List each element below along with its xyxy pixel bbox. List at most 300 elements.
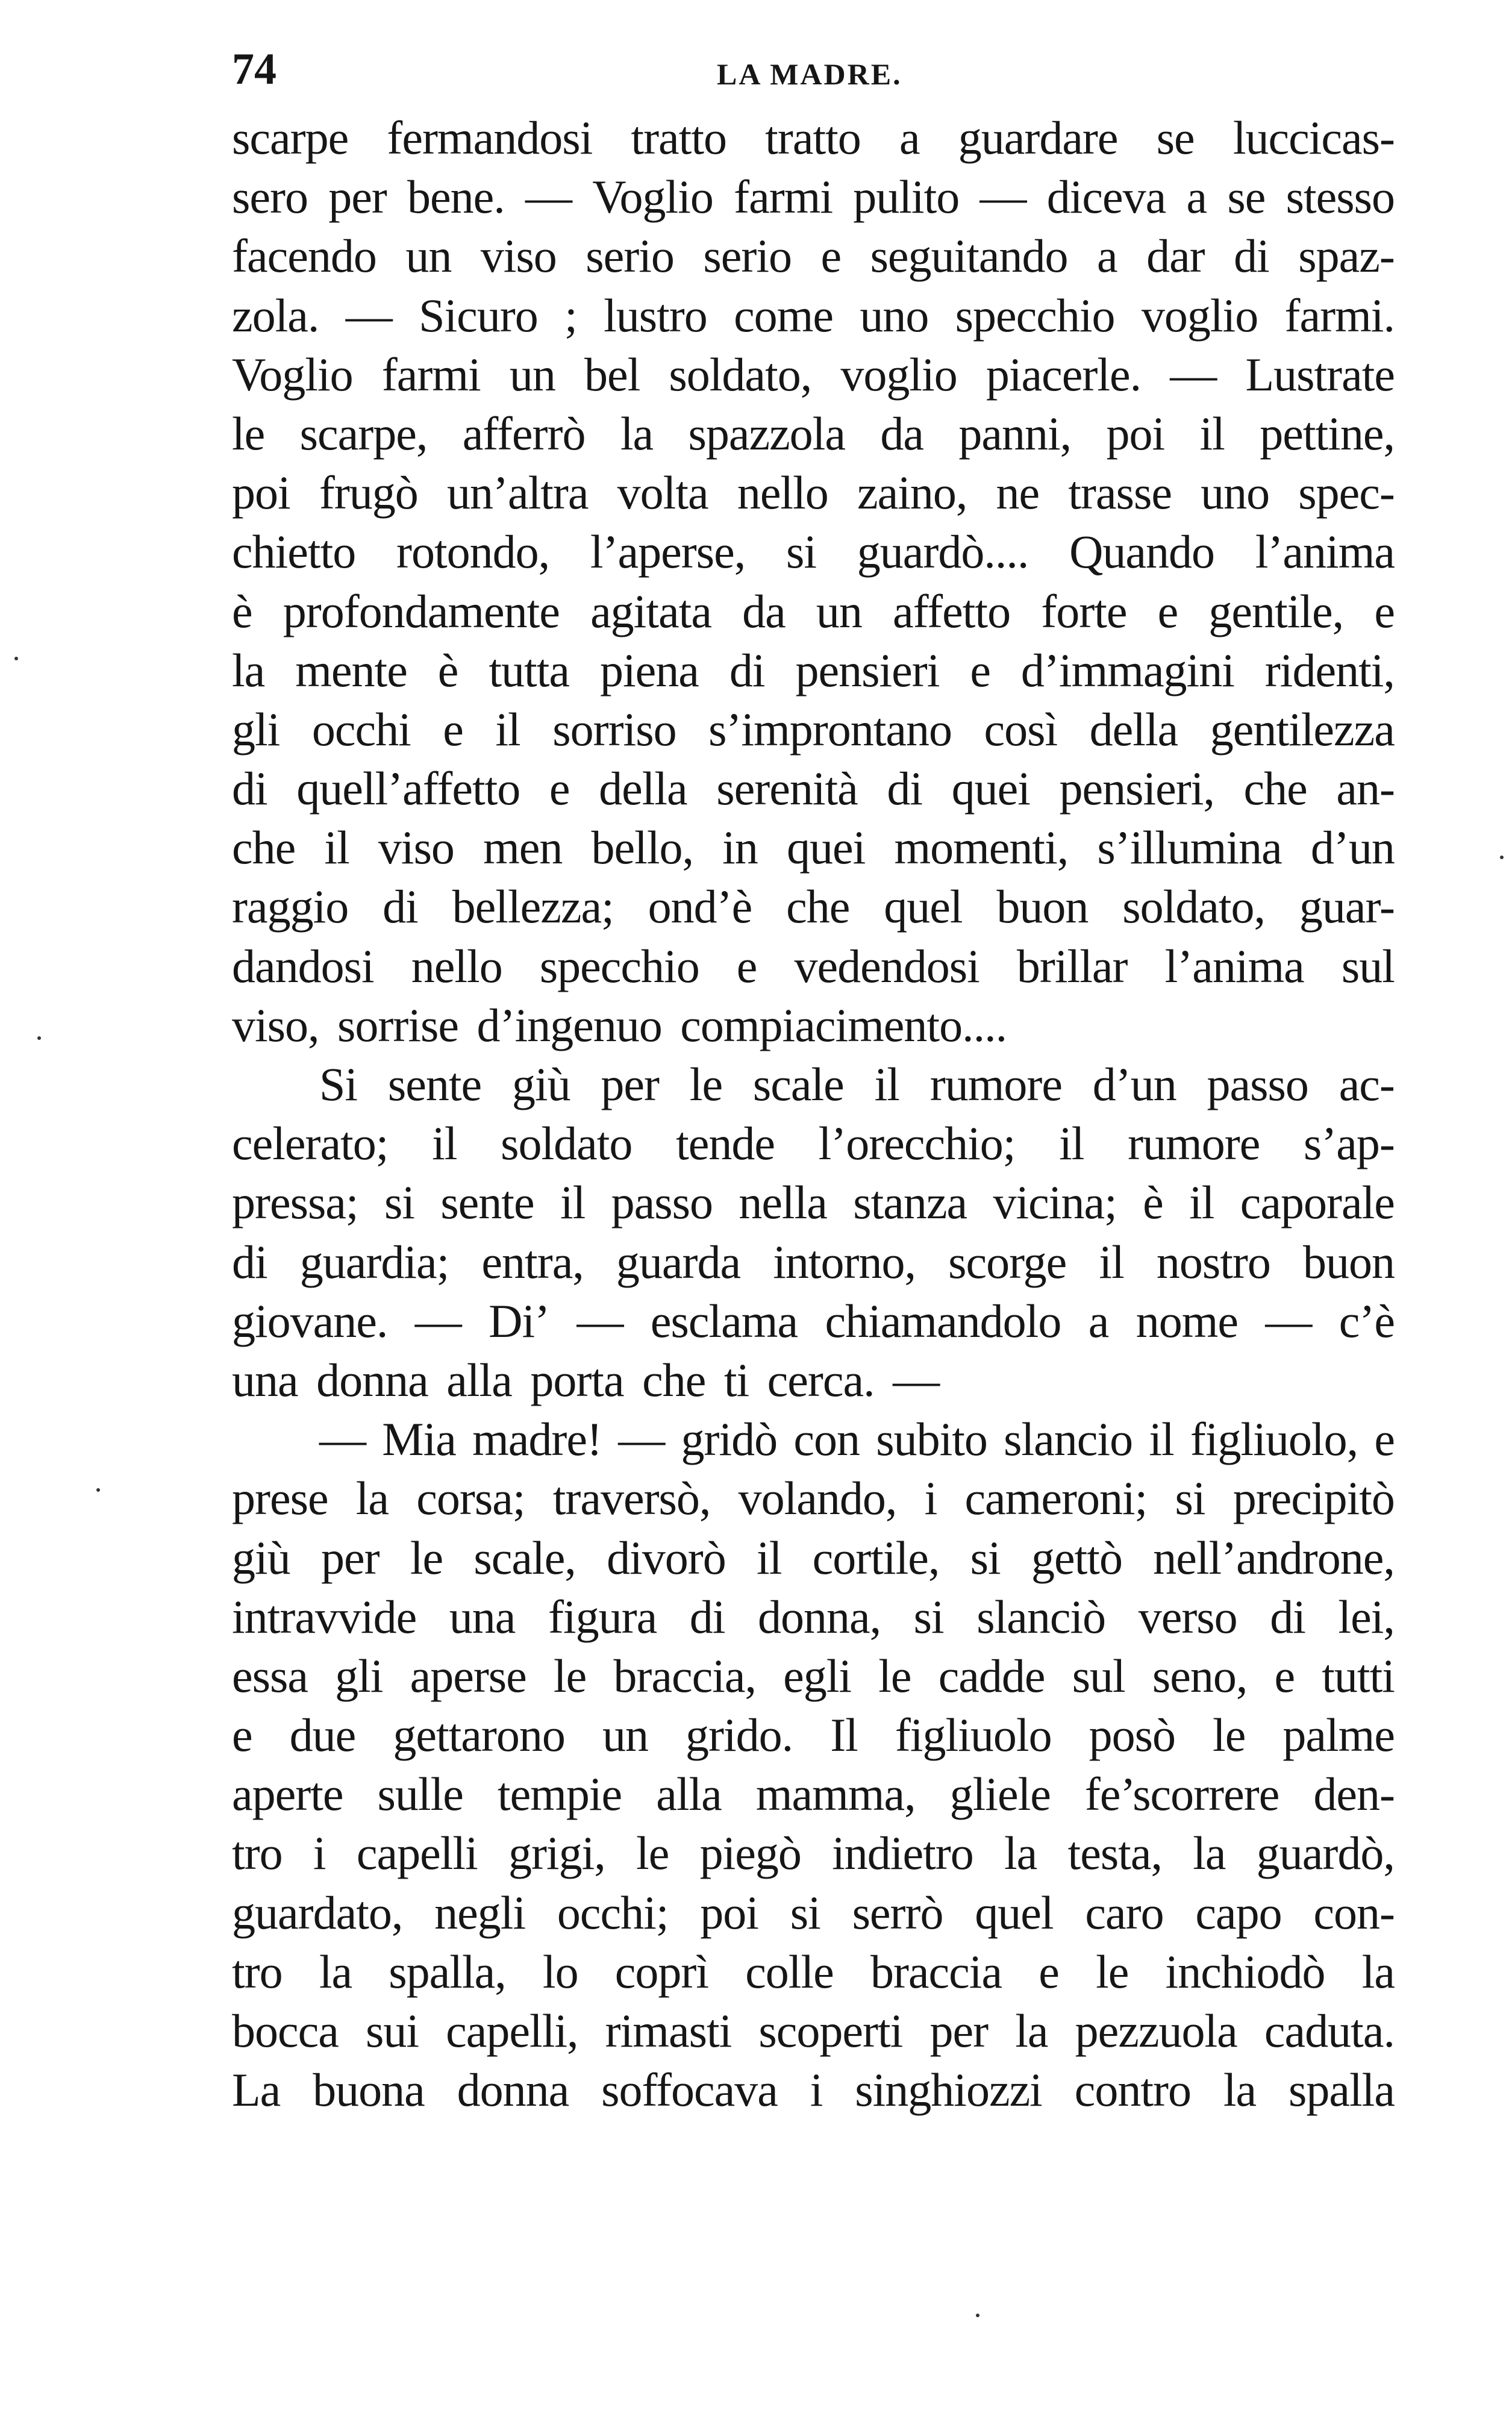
word: soldato,	[1122, 880, 1266, 933]
word: scale,	[473, 1531, 576, 1584]
word: Il	[830, 1709, 858, 1762]
word: e	[1374, 1413, 1395, 1466]
word: piena	[599, 643, 699, 696]
word: rotondo,	[396, 525, 550, 578]
word: cortile,	[812, 1531, 940, 1584]
word: mente	[295, 643, 407, 696]
word: Si	[319, 1058, 358, 1110]
word: spalla,	[389, 1945, 506, 1998]
word: gettarono	[393, 1709, 565, 1762]
text-line	[232, 1765, 1395, 1824]
word: zaino,	[857, 466, 967, 519]
word: da	[742, 584, 786, 637]
word: —	[1170, 348, 1217, 401]
word: l’anima	[1255, 525, 1395, 578]
word: un	[602, 1709, 648, 1762]
word: gentile,	[1208, 584, 1344, 637]
word: della	[599, 762, 687, 815]
word: volando,	[738, 1472, 897, 1525]
word: subito	[876, 1413, 987, 1466]
word: bellezza;	[452, 880, 614, 933]
word: trasse	[1068, 466, 1172, 519]
word: fermandosi	[387, 111, 593, 164]
word: e	[1039, 1945, 1059, 1998]
word: l’orecchio;	[818, 1117, 1016, 1170]
word: guardia;	[299, 1235, 449, 1288]
word: le	[1096, 1945, 1129, 1998]
word: che	[232, 821, 296, 874]
word: guarda	[616, 1235, 741, 1288]
word: sero	[232, 171, 308, 224]
word: rumore	[1128, 1117, 1260, 1170]
word: si	[384, 1176, 414, 1229]
word: testa,	[1067, 1827, 1162, 1880]
word: —	[1265, 1294, 1312, 1347]
word: lei,	[1338, 1590, 1395, 1643]
word: scarpe	[232, 111, 349, 164]
word: per	[320, 1531, 380, 1584]
word: gridò	[681, 1413, 778, 1466]
word: se	[1156, 111, 1195, 164]
word: guardare	[958, 111, 1118, 164]
word: pensieri	[795, 643, 940, 696]
word: il	[1149, 1413, 1174, 1466]
word: bene.	[407, 171, 505, 224]
word: quei	[787, 821, 866, 874]
word: divorò	[607, 1531, 726, 1584]
word: —	[525, 171, 572, 224]
word: coprì	[614, 1945, 709, 1998]
text-line	[232, 167, 1395, 227]
word: il	[495, 703, 520, 756]
word: brillar	[1016, 939, 1128, 992]
word: specchio	[955, 289, 1115, 342]
word: essa	[232, 1649, 308, 1702]
word: il	[560, 1176, 586, 1229]
word: la	[355, 1472, 389, 1525]
word: chiamandolo	[825, 1294, 1061, 1347]
text-line	[232, 2001, 1395, 2061]
word: panni,	[958, 407, 1072, 460]
word: passo	[611, 1176, 713, 1229]
word: della	[1089, 703, 1178, 756]
word: capo	[1195, 1886, 1282, 1939]
word: —	[979, 171, 1026, 224]
word: rumore	[929, 1058, 1062, 1110]
word: buon	[996, 880, 1089, 933]
word: occhi	[311, 703, 411, 756]
word: sui	[366, 2004, 419, 2057]
word: a	[1186, 171, 1207, 224]
word: a	[899, 111, 920, 164]
word: nello	[411, 939, 502, 992]
word: e	[443, 703, 463, 756]
word: sente	[440, 1176, 534, 1229]
word: tutta	[489, 643, 570, 696]
word: guardato,	[232, 1886, 403, 1939]
word: passo	[1207, 1058, 1308, 1110]
word: e	[1274, 1649, 1295, 1702]
word: scoperti	[758, 2004, 903, 2057]
word: vicina;	[993, 1176, 1117, 1229]
word: intorno,	[773, 1235, 916, 1288]
text-line	[232, 582, 1395, 641]
word: tutti	[1322, 1649, 1395, 1702]
word: sul	[1072, 1649, 1125, 1702]
text-line	[232, 1292, 1395, 1351]
text-line	[232, 404, 1395, 463]
word: nell’androne,	[1153, 1531, 1395, 1584]
word: Lustrate	[1245, 348, 1395, 401]
word: di	[729, 643, 765, 696]
word: Voglio	[232, 348, 353, 401]
word: agitata	[590, 584, 711, 637]
paper-speck	[976, 2314, 979, 2317]
word: dandosi	[232, 939, 374, 992]
word: quel	[884, 880, 963, 933]
word: bocca	[232, 2004, 339, 2057]
word: dar	[1146, 230, 1205, 283]
word: lo	[542, 1945, 578, 1998]
word: nella	[739, 1176, 827, 1229]
word: tende	[676, 1117, 775, 1170]
word: frugò	[319, 466, 418, 519]
word: nostro	[1156, 1235, 1270, 1288]
word: pressa;	[232, 1176, 358, 1229]
word: profondamente	[283, 584, 560, 637]
word: bello,	[591, 821, 694, 874]
word: negli	[434, 1886, 526, 1939]
paper-speck	[14, 657, 18, 660]
word: la	[319, 1945, 352, 1998]
word: stanza	[853, 1176, 967, 1229]
word: verso	[1138, 1590, 1237, 1643]
text-line	[232, 463, 1395, 522]
word: specchio	[539, 939, 699, 992]
word: serio	[586, 230, 674, 283]
word: afferrò	[462, 407, 586, 460]
word: di	[383, 880, 418, 933]
word: come	[734, 289, 833, 342]
word: poi	[1106, 407, 1165, 460]
word: ne	[996, 466, 1040, 519]
word: serio	[703, 230, 792, 283]
word: spec-	[1298, 466, 1395, 519]
text-line	[232, 1647, 1395, 1706]
word: forte	[1041, 584, 1127, 637]
word: scorge	[948, 1235, 1067, 1288]
word: cameroni;	[964, 1472, 1148, 1525]
word: an-	[1336, 762, 1395, 815]
word: pensieri,	[1059, 762, 1214, 815]
word: un	[405, 230, 452, 283]
word: con	[793, 1413, 860, 1466]
word: bel	[584, 348, 640, 401]
word: ac-	[1339, 1058, 1395, 1110]
word: —	[576, 1294, 623, 1347]
word: di	[689, 1590, 725, 1643]
word: soffocava	[601, 2064, 778, 2117]
word: contro	[1074, 2064, 1191, 2117]
word: e	[1374, 584, 1395, 637]
word: grido.	[686, 1709, 793, 1762]
word: buon	[1302, 1235, 1395, 1288]
word: per	[929, 2004, 989, 2057]
word: gliele	[949, 1768, 1051, 1821]
word: intravvide	[232, 1590, 417, 1643]
word: un	[509, 348, 555, 401]
word: e	[1157, 584, 1178, 637]
word: stesso	[1286, 171, 1395, 224]
word: caro	[1085, 1886, 1164, 1939]
word: prese	[232, 1472, 328, 1525]
word: guardò,	[1256, 1827, 1395, 1880]
word: di	[887, 762, 923, 815]
word: e	[232, 1709, 252, 1762]
text-line	[232, 1469, 1395, 1528]
word: donna	[457, 2064, 569, 2117]
word: il	[324, 821, 349, 874]
body-text	[232, 108, 1395, 2120]
word: tratto	[765, 111, 861, 164]
word: fe’scorrere	[1084, 1768, 1279, 1821]
word: ;	[564, 289, 577, 342]
word: scarpe,	[299, 407, 428, 460]
word: braccia	[870, 1945, 1002, 1998]
paper-speck	[37, 1036, 41, 1040]
word: sulle	[377, 1768, 463, 1821]
word: le	[1213, 1709, 1246, 1762]
word: si	[913, 1590, 944, 1643]
word: mamma,	[755, 1768, 916, 1821]
word: d’un	[1092, 1058, 1176, 1110]
word: l’anima	[1164, 939, 1304, 992]
word: di	[1270, 1590, 1305, 1643]
word: precipitò	[1232, 1472, 1395, 1525]
word: la	[1361, 1945, 1395, 1998]
word: un	[816, 584, 862, 637]
word: caporale	[1240, 1176, 1395, 1229]
word: singhiozzi	[855, 2064, 1042, 2117]
word: gli	[232, 703, 280, 756]
text-line	[232, 227, 1395, 286]
word: alla	[656, 1768, 722, 1821]
text-line	[232, 108, 1395, 167]
text-line	[232, 1706, 1395, 1765]
word: cadde	[938, 1649, 1045, 1702]
text-line	[232, 1824, 1395, 1883]
word: occhi;	[557, 1886, 669, 1939]
word: spalla	[1289, 2064, 1395, 2117]
word: seguitando	[870, 230, 1068, 283]
word: celerato;	[232, 1117, 389, 1170]
word: la	[1004, 1827, 1037, 1880]
word: rimasti	[605, 2004, 732, 2057]
word: —	[345, 289, 392, 342]
word: s’illumina	[1097, 821, 1282, 874]
word: così	[984, 703, 1058, 756]
word: spazzola	[688, 407, 845, 460]
text-line	[232, 877, 1395, 936]
word: guar-	[1299, 880, 1395, 933]
word: figliuolo	[895, 1709, 1052, 1762]
word: farmi	[381, 348, 481, 401]
word: den-	[1313, 1768, 1395, 1821]
word: giù	[511, 1058, 570, 1110]
word: di	[1234, 230, 1269, 283]
word: braccia,	[613, 1649, 756, 1702]
word: Di’	[489, 1294, 550, 1347]
word: aperte	[232, 1768, 343, 1821]
word: grigi,	[508, 1827, 605, 1880]
word: uno	[860, 289, 929, 342]
word: quei	[951, 762, 1030, 815]
word: pulito	[853, 171, 960, 224]
word: le	[232, 407, 265, 460]
word: gli	[335, 1649, 383, 1702]
word: di	[232, 762, 267, 815]
word: momenti,	[894, 821, 1069, 874]
word: si	[1175, 1472, 1205, 1525]
word: le	[689, 1058, 723, 1110]
word: in	[722, 821, 758, 874]
word: la	[620, 407, 654, 460]
word: di	[232, 1235, 267, 1288]
word: d’un	[1310, 821, 1395, 874]
text-line	[232, 345, 1395, 404]
word: d’immagini	[1020, 643, 1234, 696]
word: c’è	[1339, 1294, 1395, 1347]
word: serrò	[852, 1886, 943, 1939]
text-line	[232, 2061, 1395, 2120]
word: —	[319, 1413, 366, 1466]
word: la	[1193, 1827, 1226, 1880]
word: affetto	[892, 584, 1011, 637]
word: ridenti,	[1264, 643, 1395, 696]
running-head: LA MADRE.	[717, 57, 902, 91]
word: serenità	[716, 762, 858, 815]
word: la	[1223, 2064, 1257, 2117]
word: capelli	[356, 1827, 478, 1880]
word: aperse	[410, 1649, 526, 1702]
word: guardò....	[857, 525, 1029, 578]
word: e	[970, 643, 990, 696]
word: poi	[232, 466, 290, 519]
word: per	[328, 171, 387, 224]
word: una	[449, 1590, 516, 1643]
word: —	[618, 1413, 665, 1466]
word: i	[313, 1827, 326, 1880]
word: viso	[378, 821, 454, 874]
word: tro	[232, 1827, 283, 1880]
word: quel	[975, 1886, 1054, 1939]
word: con-	[1313, 1886, 1395, 1939]
word: i	[810, 2064, 823, 2117]
word: viso	[480, 230, 557, 283]
word: piegò	[699, 1827, 801, 1880]
word: il	[432, 1117, 457, 1170]
text-line	[232, 522, 1395, 581]
word: si	[970, 1531, 1001, 1584]
text-line	[232, 1529, 1395, 1588]
word: tro	[232, 1945, 283, 1998]
word: indietro	[832, 1827, 973, 1880]
word: chietto	[232, 525, 356, 578]
word: Sicuro	[419, 289, 538, 342]
word: diceva	[1046, 171, 1166, 224]
word: se	[1227, 171, 1266, 224]
word: caduta.	[1264, 2004, 1395, 2057]
word: due	[289, 1709, 356, 1762]
word: sul	[1341, 939, 1395, 992]
text-line: una donna alla porta che ti cerca. —	[232, 1353, 940, 1406]
word: figura	[548, 1590, 657, 1643]
word: Voglio	[592, 171, 713, 224]
word: l’aperse,	[590, 525, 746, 578]
word: lustro	[604, 289, 707, 342]
word: e	[549, 762, 570, 815]
word: il	[757, 1531, 782, 1584]
word: egli	[783, 1649, 852, 1702]
word: s’improntano	[708, 703, 952, 756]
word: voglio	[840, 348, 957, 401]
word: i	[924, 1472, 937, 1525]
word: palme	[1282, 1709, 1395, 1762]
word: il	[1099, 1235, 1124, 1288]
word: corsa;	[416, 1472, 525, 1525]
word: e	[736, 939, 757, 992]
word: giovane.	[232, 1294, 388, 1347]
word: che	[1243, 762, 1307, 815]
word: e	[820, 230, 842, 283]
word: la	[1015, 2004, 1048, 2057]
text-line	[232, 937, 1395, 996]
text-line	[232, 1233, 1395, 1292]
word: le	[553, 1649, 587, 1702]
word: per	[601, 1058, 659, 1110]
word: entra,	[481, 1235, 584, 1288]
word: pettine,	[1260, 407, 1395, 460]
word: nello	[737, 466, 828, 519]
word: sorriso	[552, 703, 676, 756]
word: il	[1199, 407, 1225, 460]
word: La	[232, 2064, 281, 2117]
word: uno	[1201, 466, 1270, 519]
word: —	[414, 1294, 461, 1347]
word: quell’affetto	[296, 762, 520, 815]
word: il	[1059, 1117, 1084, 1170]
text-line	[232, 1114, 1395, 1173]
word: men	[483, 821, 563, 874]
word: le	[636, 1827, 669, 1880]
word: le	[410, 1531, 443, 1584]
word: a	[1088, 1294, 1109, 1347]
word: spaz-	[1298, 230, 1395, 283]
text-line	[232, 818, 1395, 877]
word: un’altra	[446, 466, 589, 519]
word: è	[1143, 1176, 1163, 1229]
word: slanciò	[976, 1590, 1106, 1643]
page-number: 74	[232, 45, 276, 94]
paper-speck	[96, 1488, 100, 1492]
word: gentilezza	[1210, 703, 1395, 756]
word: giù	[232, 1531, 290, 1584]
word: zola.	[232, 289, 319, 342]
word: tempie	[497, 1768, 622, 1821]
word: voglio	[1141, 289, 1258, 342]
word: s’ap-	[1303, 1117, 1395, 1170]
word: pezzuola	[1075, 2004, 1237, 2057]
